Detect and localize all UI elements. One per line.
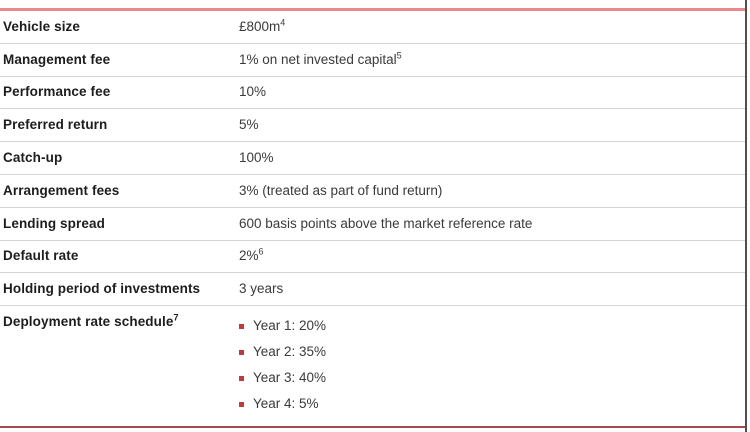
term-label-cell <box>0 116 239 134</box>
term-value-cell <box>239 247 745 265</box>
bullet-square-icon <box>239 350 244 355</box>
term-value: 2% <box>239 248 259 264</box>
term-value: 600 basis points above the market reference rate <box>239 215 533 231</box>
table-row <box>0 44 745 77</box>
term-value-cell <box>239 313 745 417</box>
bullet-square-icon <box>239 402 244 407</box>
term-value-footnote: 4 <box>280 17 286 28</box>
table-row <box>0 241 745 274</box>
term-value-cell <box>239 116 745 134</box>
table-row <box>0 11 745 44</box>
list-item-text: Year 4: 5% <box>253 396 319 412</box>
term-label: Arrangement fees <box>3 182 120 198</box>
term-label: Holding period of investments <box>3 281 201 297</box>
term-label: Performance fee <box>3 84 111 100</box>
term-value: 100% <box>239 150 274 166</box>
term-label-cell <box>0 51 239 69</box>
term-value-cell <box>239 182 745 200</box>
term-label-cell <box>0 182 239 200</box>
term-label: Management fee <box>3 51 111 67</box>
term-value: 3% (treated as part of fund return) <box>239 182 443 198</box>
term-label-cell <box>0 83 239 101</box>
table-row <box>0 109 745 142</box>
term-value-cell <box>239 215 745 233</box>
list-item <box>239 365 745 391</box>
term-label: Catch-up <box>3 150 63 166</box>
term-value: £800m <box>239 18 281 34</box>
term-label: Preferred return <box>3 117 108 133</box>
term-label-cell <box>0 280 239 298</box>
term-label: Deployment rate schedule <box>3 314 174 330</box>
list-item <box>239 313 745 339</box>
term-value-cell <box>239 83 745 101</box>
term-label: Vehicle size <box>3 18 80 34</box>
term-value-cell <box>239 18 745 36</box>
list-item <box>239 391 745 417</box>
bullet-square-icon <box>239 324 244 329</box>
right-edge-line <box>745 0 747 432</box>
term-label: Default rate <box>3 248 79 264</box>
table-row <box>0 273 745 306</box>
term-value: 10% <box>239 84 267 100</box>
table-row <box>0 175 745 208</box>
term-label-cell <box>0 215 239 233</box>
term-value-footnote: 6 <box>258 246 264 257</box>
term-label-cell <box>0 149 239 167</box>
list-item <box>239 339 745 365</box>
term-value: 3 years <box>239 281 284 297</box>
term-label-cell <box>0 18 239 36</box>
term-value: 1% on net invested capital <box>239 51 397 67</box>
list-item-text: Year 2: 35% <box>253 344 327 360</box>
deployment-schedule-list <box>239 313 745 417</box>
list-item-text: Year 3: 40% <box>253 370 327 386</box>
term-value: 5% <box>239 117 259 133</box>
term-label-footnote: 7 <box>173 312 179 323</box>
term-value-cell <box>239 280 745 298</box>
term-value-cell <box>239 149 745 167</box>
table-row <box>0 208 745 241</box>
table-row <box>0 142 745 175</box>
term-label-cell <box>0 313 239 331</box>
fund-terms-table <box>0 8 745 428</box>
list-item-text: Year 1: 20% <box>253 318 327 334</box>
table-row <box>0 77 745 110</box>
term-value-cell <box>239 51 745 69</box>
term-label-cell <box>0 247 239 265</box>
term-label: Lending spread <box>3 215 105 231</box>
table-row <box>0 306 745 426</box>
term-value-footnote: 5 <box>396 50 402 61</box>
bullet-square-icon <box>239 376 244 381</box>
